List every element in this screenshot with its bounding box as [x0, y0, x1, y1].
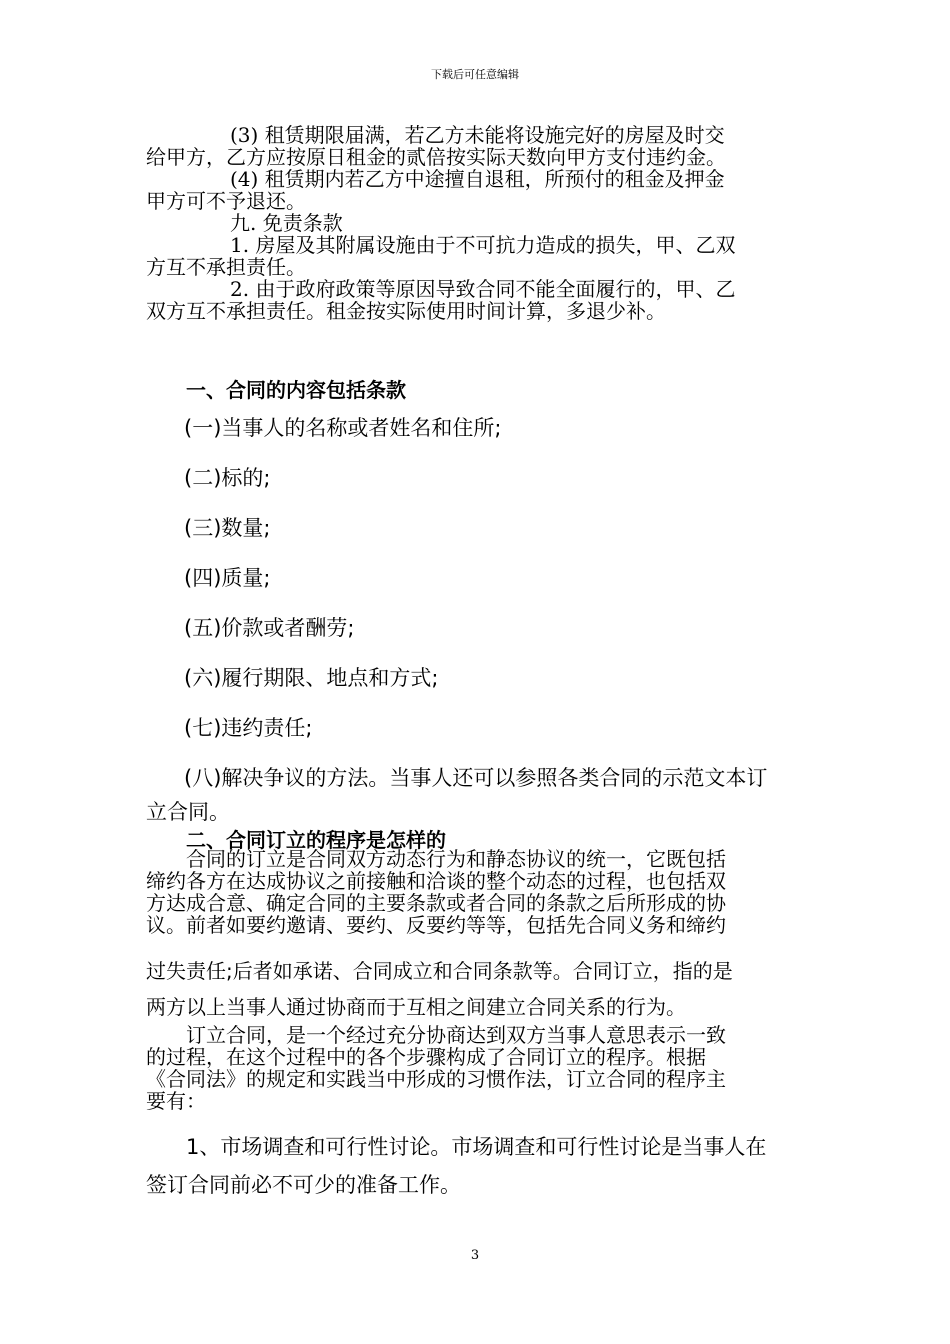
- text-line: 的过程，在这个过程中的各个步骤构成了合同订立的程序。根据: [146, 1045, 706, 1069]
- list-item: (八)解决争议的方法。当事人还可以参照各类合同的示范文本订: [184, 766, 768, 790]
- list-item: (二)标的;: [184, 466, 271, 490]
- text-line: (4) 租赁期内若乙方中途擅自退租，所预付的租金及押金: [230, 167, 725, 191]
- page-header-note: 下载后可任意编辑: [431, 68, 519, 81]
- list-item: (六)履行期限、地点和方式;: [184, 666, 439, 690]
- list-item: (一)当事人的名称或者姓名和住所;: [184, 416, 502, 440]
- paragraph-continued: [146, 960, 806, 982]
- list-item: (四)质量;: [184, 566, 271, 590]
- text-line: 《合同法》的规定和实践当中形成的习惯作法，订立合同的程序主: [146, 1067, 726, 1091]
- text-line: 方达成合意、确定合同的主要条款或者合同的条款之后所形成的协: [146, 891, 726, 915]
- paragraph: [146, 848, 806, 936]
- text-line: 订立合同，是一个经过充分协商达到双方当事人意思表示一致: [186, 1023, 726, 1047]
- section-heading-1: 一、合同的内容包括条款: [186, 378, 406, 402]
- text-line: (3) 租赁期限届满，若乙方未能将设施完好的房屋及时交: [230, 123, 725, 147]
- text-line: 1. 房屋及其附属设施由于不可抗力造成的损失，甲、乙双: [230, 233, 736, 257]
- text-line: 九. 免责条款: [230, 211, 343, 235]
- text-line: 两方以上当事人通过协商而于互相之间建立合同关系的行为。: [146, 995, 686, 1019]
- text-line: 合同的订立是合同双方动态行为和静态协议的统一，它既包括: [186, 847, 726, 871]
- list-item-continuation: 立合同。: [146, 800, 230, 824]
- text-line: 双方互不承担责任。租金按实际使用时间计算，多退少补。: [146, 299, 666, 323]
- list-item: (五)价款或者酬劳;: [184, 616, 355, 640]
- clause-block: [146, 124, 806, 322]
- text-line: 过失责任;后者如承诺、合同成立和合同条款等。合同订立，指的是: [146, 959, 733, 983]
- list-item: (三)数量;: [184, 516, 271, 540]
- text-line: 缔约各方在达成协议之前接触和洽谈的整个动态的过程，也包括双: [146, 869, 726, 893]
- text-line: 议。前者如要约邀请、要约、反要约等等，包括先合同义务和缔约: [146, 913, 726, 937]
- text-line: 甲方可不予退还。: [146, 189, 306, 213]
- text-line: 签订合同前必不可少的准备工作。: [146, 1173, 461, 1197]
- list-item: (七)违约责任;: [184, 716, 313, 740]
- text-line: 方互不承担责任。: [146, 255, 306, 279]
- section-heading-2: 二、合同订立的程序是怎样的: [186, 828, 446, 852]
- paragraph: [146, 1024, 806, 1112]
- text-line: 给甲方，乙方应按原日租金的贰倍按实际天数向甲方支付违约金。: [146, 145, 726, 169]
- paragraph-continued: [146, 996, 806, 1018]
- paragraph-continued: [146, 1174, 806, 1196]
- text-line: 1、市场调查和可行性讨论。市场调查和可行性讨论是当事人在: [186, 1135, 767, 1159]
- text-line: 要有：: [146, 1089, 206, 1113]
- text-line: 2. 由于政府政策等原因导致合同不能全面履行的，甲、乙: [230, 277, 736, 301]
- paragraph: [146, 1136, 806, 1158]
- page-number: 3: [470, 1248, 480, 1263]
